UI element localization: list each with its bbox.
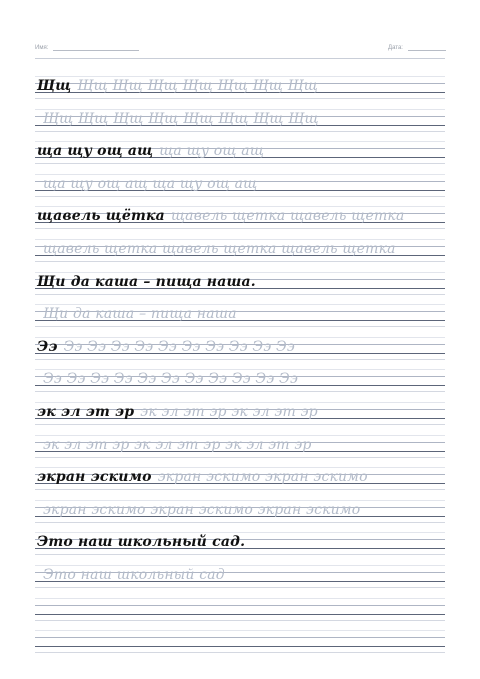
guide-line: [35, 391, 445, 392]
guide-line: [35, 598, 445, 599]
writing-row[interactable]: [35, 137, 445, 165]
writing-row[interactable]: [35, 626, 445, 654]
trace-text: щавель щетка щавель щетка: [170, 208, 405, 225]
guide-line: [35, 630, 445, 631]
guide-line: [35, 98, 445, 99]
trace-text: ща щу ощ ащ ща щу ощ ащ: [43, 175, 258, 192]
guide-line: [35, 261, 445, 262]
date-label: Дата:: [388, 45, 403, 51]
guide-line: [35, 614, 445, 615]
trace-text: Ээ Ээ Ээ Ээ Ээ Ээ Ээ Ээ Ээ Ээ: [63, 338, 295, 355]
name-line[interactable]: [53, 44, 139, 51]
guide-line: [35, 587, 445, 588]
name-field[interactable]: [35, 44, 139, 51]
trace-text: экран эскимо экран эскимо: [157, 469, 368, 486]
trace-text: Это наш школьный сад: [43, 567, 225, 583]
writing-row[interactable]: [35, 365, 445, 393]
writing-row[interactable]: [35, 72, 445, 100]
name-label: Имя:: [35, 45, 49, 51]
writing-row[interactable]: [35, 333, 445, 361]
guide-line: [35, 228, 445, 229]
guide-line: [35, 359, 445, 360]
header-divider: [35, 58, 445, 59]
guide-line: [35, 646, 445, 647]
writing-row[interactable]: [35, 561, 445, 589]
row-text: [37, 273, 262, 289]
guide-line: [35, 637, 445, 638]
writing-row[interactable]: [35, 202, 445, 230]
guide-line: [35, 605, 445, 606]
model-text: Ээ: [37, 338, 58, 355]
trace-text: эк эл эт эр эк эл эт эр: [140, 404, 318, 420]
model-text: щавель щётка: [37, 208, 165, 225]
date-line[interactable]: [408, 44, 446, 51]
model-text: Щщ: [37, 78, 72, 94]
trace-text: щавель щетка щавель щетка щавель щетка: [43, 241, 396, 257]
guide-line: [35, 131, 445, 132]
writing-row[interactable]: [35, 300, 445, 328]
trace-text: Ээ Ээ Ээ Ээ Ээ Ээ Ээ Ээ Ээ Ээ Ээ: [43, 371, 298, 388]
writing-row[interactable]: [35, 235, 445, 263]
writing-row[interactable]: [35, 398, 445, 426]
writing-row[interactable]: [35, 594, 445, 622]
row-text: [37, 175, 257, 191]
guide-line: [35, 522, 445, 523]
trace-text: эк эл эт эр эк эл эт эр эк эл эт эр: [43, 436, 312, 453]
model-text: ща щу ощ ащ: [37, 143, 154, 160]
writing-row[interactable]: [35, 268, 445, 296]
guide-line: [35, 196, 445, 197]
row-text: [37, 77, 318, 93]
writing-row[interactable]: [35, 528, 445, 556]
row-text: [37, 370, 298, 386]
guide-line: [35, 294, 445, 295]
row-text: [37, 533, 251, 549]
row-text: [37, 566, 225, 582]
writing-row[interactable]: [35, 463, 445, 491]
model-text: Это наш школьный сад.: [37, 534, 246, 551]
row-text: [37, 403, 318, 419]
guide-line: [35, 652, 445, 653]
writing-row[interactable]: [35, 431, 445, 459]
row-text: [37, 501, 360, 517]
writing-row[interactable]: [35, 170, 445, 198]
trace-text: Щи да каша – пища наша: [43, 306, 237, 323]
date-field[interactable]: [388, 44, 446, 51]
model-text: экран эскимо: [37, 469, 152, 486]
row-text: [37, 110, 319, 126]
guide-line: [35, 554, 445, 555]
trace-text: Щщ Щщ Щщ Щщ Щщ Щщ Щщ Щщ: [43, 110, 319, 127]
trace-text: ща щу ощ ащ: [159, 143, 265, 160]
guide-line: [35, 489, 445, 490]
writing-row[interactable]: [35, 105, 445, 133]
guide-line: [35, 457, 445, 458]
guide-line: [35, 620, 445, 621]
row-text: [37, 468, 368, 484]
row-text: [37, 142, 264, 158]
trace-text: экран эскимо экран эскимо экран эскимо: [43, 501, 361, 518]
row-text: [37, 436, 312, 452]
writing-row[interactable]: [35, 496, 445, 524]
row-text: [37, 305, 237, 321]
guide-line: [35, 326, 445, 327]
row-text: [37, 207, 405, 223]
model-text: Щи да каша – пища наша.: [37, 273, 256, 290]
row-text: [37, 240, 396, 256]
trace-text: Щщ Щщ Щщ Щщ Щщ Щщ Щщ: [77, 78, 319, 94]
model-text: эк эл эт эр: [37, 404, 135, 420]
guide-line: [35, 424, 445, 425]
guide-line: [35, 163, 445, 164]
row-text: [37, 338, 295, 354]
